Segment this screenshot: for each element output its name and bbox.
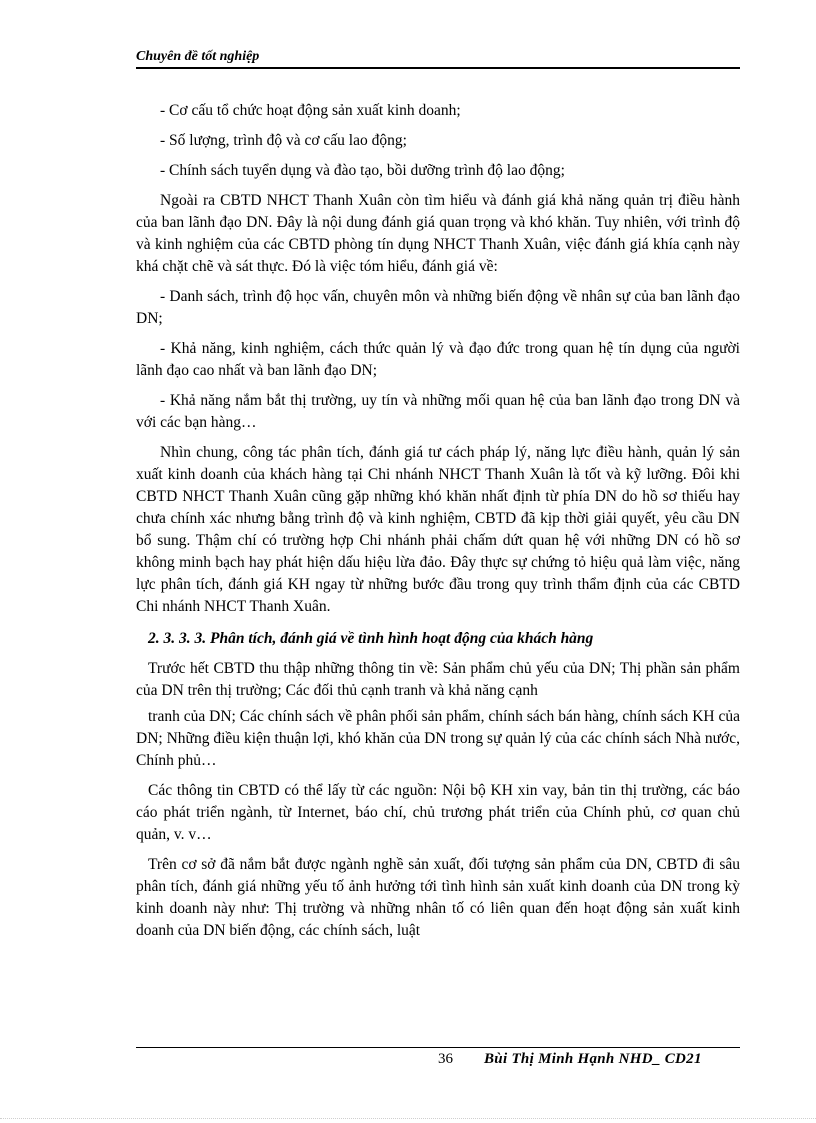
bullet-item: - Chính sách tuyển dụng và đào tạo, bồi dưỡng trình độ lao động; — [160, 162, 565, 179]
bullet-item: - Danh sách, trình độ học vấn, chuyên môn và những biến động về nhân sự của ban lãnh đạo DN; — [136, 288, 740, 327]
paragraph-summary: Nhìn chung, công tác phân tích, đánh giá tư cách pháp lý, năng lực điều hành, quản lý sản xuất kinh doanh của khách hàng tại Chi nhánh NHCT Thanh Xuân là tốt và kỹ lưỡng. Đôi khi CBTD NHCT Thanh Xuân cũng gặp những khó khăn nhất định từ phía DN do hồ sơ thiếu hay chưa chính xác nhưng bằng trình độ và kinh nghiệm, CBTD đã kịp thời giải quyết, yêu cầu DN bổ sung. Thậm chí có trường hợp Chi nhánh phải chấm dứt quan hệ với những DN có hồ sơ không minh bạch hay phát hiện dấu hiệu lừa đảo. Đây thực sự chứng tỏ hiệu quả làm việc, năng lực phân tích, đánh giá KH ngay từ những bước đầu trong quy trình thẩm định của các CBTD Chi nhánh NHCT Thanh Xuân. — [136, 444, 740, 615]
page-number: 36 — [438, 1051, 453, 1067]
footer-author: Bùi Thị Minh Hạnh NHD_ CD21 — [484, 1051, 702, 1067]
page-bottom-divider — [0, 1118, 816, 1119]
paragraph-info-part1: Trước hết CBTD thu thập những thông tin về: Sản phẩm chủ yếu của DN; Thị phần sản phẩm của DN trên thị trường; Các đối thủ cạnh tranh và khả năng cạnh — [136, 660, 740, 699]
header-title: Chuyên đề tốt nghiệp — [136, 49, 260, 64]
paragraph-leadership: Ngoài ra CBTD NHCT Thanh Xuân còn tìm hiểu và đánh giá khả năng quản trị điều hành của ban lãnh đạo DN. Đây là nội dung đánh giá quan trọng và khó khăn. Tuy nhiên, với trình độ và kinh nghiệm của các CBTD phòng tín dụng NHCT Thanh Xuân, việc đánh giá khía cạnh này khá chặt chẽ và sát thực. Đó là việc tóm hiểu, đánh giá về: — [136, 192, 740, 275]
paragraph-sources: Các thông tin CBTD có thể lấy từ các nguồn: Nội bộ KH xin vay, bản tin thị trường, các báo cáo phát triển ngành, từ Internet, báo chí, chủ trương phát triển của Chính phủ, cơ quan chủ quản, v. v… — [136, 782, 740, 843]
bullet-item: - Cơ cấu tổ chức hoạt động sản xuất kinh doanh; — [160, 102, 461, 119]
footer-rule — [136, 1047, 740, 1048]
bullet-item: - Khả năng nắm bắt thị trường, uy tín và những mối quan hệ của ban lãnh đạo trong DN và với các bạn hàng… — [136, 392, 740, 431]
header-rule — [136, 67, 740, 69]
paragraph-info-part2: tranh của DN; Các chính sách về phân phối sản phẩm, chính sách bán hàng, chính sách KH của DN; Những điều kiện thuận lợi, khó khăn của DN trong sự quản lý của các chính sách Nhà nước, Chính phủ… — [136, 708, 740, 769]
bullet-item: - Số lượng, trình độ và cơ cấu lao động; — [160, 132, 407, 149]
bullet-item: - Khả năng, kinh nghiệm, cách thức quản lý và đạo đức trong quan hệ tín dụng của người lãnh đạo cao nhất và ban lãnh đạo DN; — [136, 340, 740, 379]
section-heading: 2. 3. 3. 3. Phân tích, đánh giá về tình hình hoạt động của khách hàng — [148, 630, 594, 647]
paragraph-basis: Trên cơ sở đã nắm bắt được ngành nghề sản xuất, đối tượng sản phẩm của DN, CBTD đi sâu phân tích, đánh giá những yếu tố ảnh hưởng tới tình hình sản xuất kinh doanh của DN trong kỳ kinh doanh này như: Thị trường và những nhân tố có liên quan đến hoạt động sản xuất kinh doanh của DN biến động, các chính sách, luật — [136, 856, 740, 939]
document-body — [136, 100, 740, 950]
